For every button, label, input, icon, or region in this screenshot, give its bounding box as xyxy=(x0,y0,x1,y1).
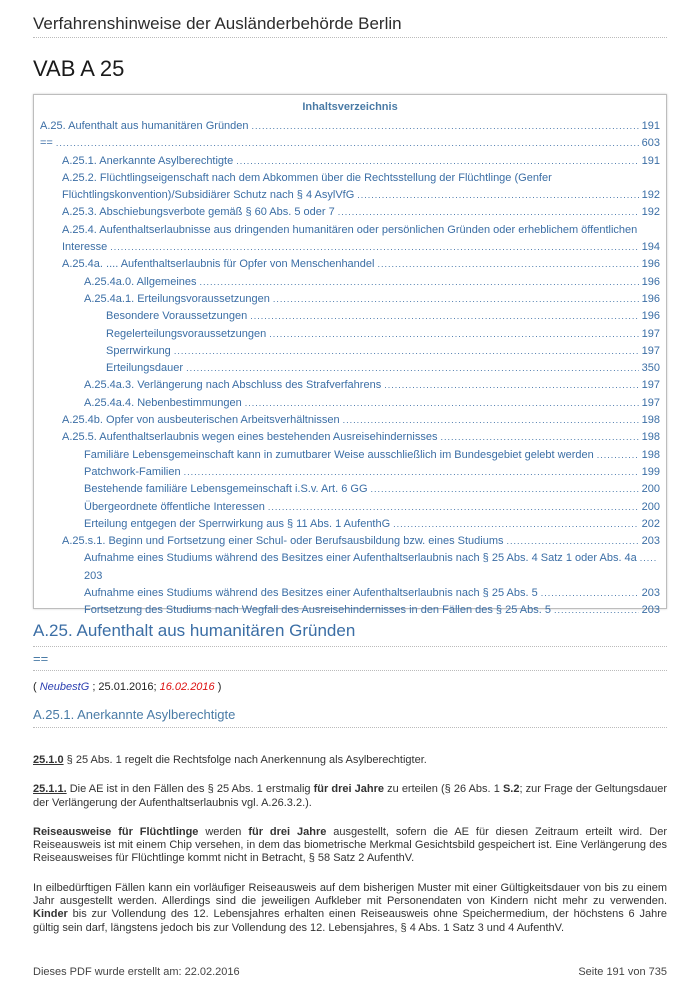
toc-entry-text: A.25.3. Abschiebungsverbote gemäß § 60 Abs. 5 oder 7 xyxy=(62,206,335,219)
toc-entry-text: Fortsetzung des Studiums nach Wegfall des Ausreisehindernisses in den Fällen des § 25 Abs. 5 xyxy=(84,604,551,617)
toc-entry[interactable] xyxy=(40,170,660,205)
paragraph-text: Die AE ist in den Fällen des § 25 Abs. 1 erstmalig xyxy=(66,783,314,796)
amendment-open: ( xyxy=(33,681,40,693)
toc-entry-text: A.25.2. Flüchtlingseigenschaft nach dem Abkommen über die Rechtsstellung der Flüchtlinge (Genfer xyxy=(62,171,552,184)
paragraph-bold: Kinder xyxy=(33,908,68,921)
toc-entry[interactable] xyxy=(40,602,660,619)
toc-entry-text: Besondere Voraussetzungen xyxy=(106,310,248,323)
paragraph-text: bis zur Vollendung des 12. Lebensjahres erhalten einen Reiseausweis ohne Speichermedium, der höchstens 6 Jahre gültig sein darf, längstens jedoch bis zur Vollendung des 12. Lebensjahres, § 4 Abs. 1 Satz 3 und 4 AufenthV. xyxy=(33,908,667,934)
toc-entry[interactable] xyxy=(40,291,660,308)
toc-list xyxy=(40,118,660,620)
paragraph-text: zu erteilen (§ 26 Abs. 1 xyxy=(384,783,503,796)
paragraph-text: ausgestellt, sofern die AE für diesen Zeitraum erteilt wird. Der Reiseausweis ist mit einem Chip versehen, in dem das biometrische Merkmal Gesichtsbild gespeichert ist. Eine Verlängerung des Reiseausweises für Flüchtlinge kommt nicht in Betracht, § 58 Satz 2 AufenthV. xyxy=(33,825,667,865)
toc-entry[interactable] xyxy=(40,343,660,360)
toc-leader-dots xyxy=(245,395,639,412)
toc-leader-dots xyxy=(640,550,657,567)
toc-entry-text: == xyxy=(40,137,53,150)
table-of-contents xyxy=(33,94,667,617)
toc-leader-dots xyxy=(554,602,639,619)
paragraph-25-1-1 xyxy=(33,783,667,810)
toc-entry[interactable] xyxy=(40,499,660,516)
toc-leader-dots xyxy=(377,256,638,273)
toc-entry[interactable] xyxy=(40,153,660,170)
document-title: VAB A 25 xyxy=(33,56,125,81)
toc-entry-page: 203 xyxy=(84,569,103,582)
paragraph-reiseausweise xyxy=(33,826,667,866)
paragraph-25-1-0 xyxy=(33,754,667,767)
neubestg-link[interactable]: NeubestG xyxy=(39,681,90,693)
toc-leader-dots xyxy=(273,291,639,308)
toc-entry-text: Sperrwirkung xyxy=(106,344,171,357)
toc-entry[interactable] xyxy=(40,135,660,152)
toc-entry-text: A.25.4a. .... Aufenthaltserlaubnis für Opfer von Menschenhandel xyxy=(62,258,375,271)
toc-entry[interactable] xyxy=(40,308,660,325)
toc-entry-page: 203 xyxy=(641,587,660,600)
toc-leader-dots xyxy=(184,464,639,481)
toc-entry-text: A.25.4a.1. Erteilungsvoraussetzungen xyxy=(84,292,270,305)
toc-entry-text: A.25.4. Aufenthaltserlaubnisse aus dringenden humanitären oder persönlichen Gründen oder erheblichem öffentlichen xyxy=(62,223,638,236)
paragraph-eilbeduerftig xyxy=(33,882,667,935)
toc-leader-dots xyxy=(597,447,639,464)
toc-entry-page: 192 xyxy=(641,206,660,219)
toc-entry-page: 196 xyxy=(641,292,660,305)
toc-entry-page: 200 xyxy=(641,500,660,513)
toc-entry-page: 197 xyxy=(641,344,660,357)
toc-leader-dots xyxy=(186,360,639,377)
toc-entry-text: Übergeordnete öffentliche Interessen xyxy=(84,500,265,513)
paragraph-text: ; zur Frage der Geltungsdauer der Verlängerung der Aufenthaltserlaubnis vgl. A.26.3.2.). xyxy=(33,783,667,809)
toc-entry-text: A.25.s.1. Beginn und Fortsetzung einer Schul- oder Berufsausbildung bzw. eines Studiums xyxy=(62,535,504,548)
toc-entry-page: 194 xyxy=(641,241,660,254)
toc-entry-text: A.25.4b. Opfer von ausbeuterischen Arbeitsverhältnissen xyxy=(62,414,340,427)
toc-entry-text-cont: Flüchtlingskonvention)/Subsidiärer Schutz nach § 4 AsylVfG xyxy=(62,189,355,202)
toc-entry-text: Bestehende familiäre Lebensgemeinschaft i.S.v. Art. 6 GG xyxy=(84,483,368,496)
toc-entry-page: 196 xyxy=(641,258,660,271)
toc-entry[interactable] xyxy=(40,585,660,602)
toc-entry-page: 198 xyxy=(641,448,660,461)
toc-entry-page: 196 xyxy=(641,310,660,323)
paragraph-bold: für drei Jahre xyxy=(248,825,327,838)
toc-entry[interactable] xyxy=(40,326,660,343)
toc-entry-text: Erteilungsdauer xyxy=(106,362,184,375)
toc-leader-dots xyxy=(384,377,638,394)
toc-leader-dots xyxy=(506,533,638,550)
toc-entry-text: Familiäre Lebensgemeinschaft kann in zumutbarer Weise ausschließlich im Bundesgebiet gelebt werden xyxy=(84,448,594,461)
toc-entry-text: Aufnahme eines Studiums während des Besitzes einer Aufenthaltserlaubnis nach § 25 Abs. 5 xyxy=(84,587,538,600)
toc-entry[interactable] xyxy=(40,550,660,585)
toc-leader-dots xyxy=(236,153,638,170)
paragraph-text: In eilbedürftigen Fällen kann ein vorläufiger Reiseausweis auf dem bisherigen Muster mit einer Gültigkeitsdauer von bis zu einem Jahr ausgestellt werden. Allerdings sind die jeweiligen Aufkleber mit Personendaten von Kindern nicht mehr zu verwenden. xyxy=(33,881,667,908)
toc-leader-dots xyxy=(252,118,639,135)
toc-entry-page: 197 xyxy=(641,327,660,340)
subsection-title: A.25.1. Anerkannte Asylberechtigte xyxy=(33,707,667,728)
toc-entry[interactable] xyxy=(40,429,660,446)
toc-entry[interactable] xyxy=(40,412,660,429)
paragraph-bold: für drei Jahre xyxy=(313,783,384,796)
paragraph-bold: S.2 xyxy=(502,783,520,796)
toc-entry-text: A.25. Aufenthalt aus humanitären Gründen xyxy=(40,120,249,132)
toc-entry-text: A.25.4a.3. Verlängerung nach Abschluss des Strafverfahrens xyxy=(84,379,382,392)
toc-entry-text: Erteilung entgegen der Sperrwirkung aus § 11 Abs. 1 AufenthG xyxy=(84,517,391,530)
toc-entry-page: 197 xyxy=(641,379,660,392)
toc-leader-dots xyxy=(56,135,639,152)
section-separator: == xyxy=(33,651,667,671)
paragraph-number: 25.1.1. xyxy=(33,783,67,796)
toc-entry[interactable] xyxy=(40,274,660,291)
section-title: A.25. Aufenthalt aus humanitären Gründen xyxy=(33,621,667,647)
toc-leader-dots xyxy=(110,239,638,256)
toc-leader-dots xyxy=(338,204,639,221)
toc-entry-text: Aufnahme eines Studiums während des Besitzes einer Aufenthaltserlaubnis nach § 25 Abs. 4 Satz 1 oder Abs. 4a xyxy=(84,552,637,565)
toc-entry[interactable] xyxy=(40,516,660,533)
toc-entry-page: 203 xyxy=(641,535,660,548)
toc-leader-dots xyxy=(343,412,639,429)
toc-entry-page: 350 xyxy=(641,362,660,375)
page-footer xyxy=(33,966,667,978)
toc-entry-page: 199 xyxy=(641,465,660,478)
toc-leader-dots xyxy=(269,326,638,343)
toc-entry[interactable] xyxy=(40,395,660,412)
toc-entry-text: A.25.1. Anerkannte Asylberechtigte xyxy=(62,154,234,167)
toc-entry-page: 191 xyxy=(641,154,660,167)
toc-entry-text: A.25.4a.4. Nebenbestimmungen xyxy=(84,396,242,409)
toc-leader-dots xyxy=(541,585,639,602)
toc-entry-page: 191 xyxy=(641,120,660,132)
toc-entry[interactable] xyxy=(40,447,660,464)
toc-entry[interactable] xyxy=(40,533,660,550)
toc-entry[interactable] xyxy=(40,464,660,481)
toc-entry[interactable] xyxy=(40,360,660,377)
toc-leader-dots xyxy=(371,481,639,498)
footer-created: Dieses PDF wurde erstellt am: 22.02.2016 xyxy=(33,966,240,978)
toc-entry-text: A.25.4a.0. Allgemeines xyxy=(84,275,197,288)
footer-page-number: Seite 191 von 735 xyxy=(578,966,667,978)
paragraph-bold: Reiseausweise für Flüchtlinge xyxy=(33,825,199,838)
amendment-close: ) xyxy=(214,681,222,693)
toc-leader-dots xyxy=(440,429,638,446)
toc-entry[interactable] xyxy=(40,377,660,394)
toc-entry[interactable] xyxy=(40,222,660,257)
toc-entry[interactable] xyxy=(40,204,660,221)
page xyxy=(33,0,667,935)
toc-leader-dots xyxy=(393,516,638,533)
toc-leader-dots xyxy=(268,499,639,516)
toc-entry-text: Patchwork-Familien xyxy=(84,465,181,478)
toc-entry-text: A.25.5. Aufenthaltserlaubnis wegen eines bestehenden Ausreisehindernisses xyxy=(62,431,438,444)
toc-entry-page: 196 xyxy=(641,275,660,288)
toc-entry-text-cont: Interesse xyxy=(62,241,108,254)
toc-entry-page: 203 xyxy=(641,604,660,617)
toc-entry-page: 198 xyxy=(641,414,660,427)
amendment-date-new: 16.02.2016 xyxy=(159,681,215,693)
toc-entry-page: 192 xyxy=(641,189,660,202)
toc-entry-page: 200 xyxy=(641,483,660,496)
toc-entry-page: 197 xyxy=(641,396,660,409)
paragraph-text: § 25 Abs. 1 regelt die Rechtsfolge nach Anerkennung als Asylberechtigter. xyxy=(63,754,427,766)
toc-leader-dots xyxy=(174,343,639,360)
toc-leader-dots xyxy=(357,187,638,204)
toc-leader-dots xyxy=(250,308,638,325)
paragraph-number: 25.1.0 xyxy=(33,754,64,766)
document-header: Verfahrenshinweise der Ausländerbehörde Berlin xyxy=(33,0,667,38)
toc-entry[interactable] xyxy=(40,481,660,498)
toc-entry-page: 603 xyxy=(641,137,660,150)
toc-entry-page: 198 xyxy=(641,431,660,444)
amendment-date: ; 25.01.2016; xyxy=(89,681,160,693)
toc-entry-page: 202 xyxy=(641,517,660,530)
toc-entry[interactable] xyxy=(40,256,660,273)
toc-entry[interactable] xyxy=(40,118,660,135)
amendment-note xyxy=(33,681,667,693)
toc-heading: Inhaltsverzeichnis xyxy=(302,101,398,113)
paragraph-text: werden xyxy=(198,825,249,838)
toc-entry-text: Regelerteilungsvoraussetzungen xyxy=(106,327,267,340)
toc-leader-dots xyxy=(200,274,639,291)
